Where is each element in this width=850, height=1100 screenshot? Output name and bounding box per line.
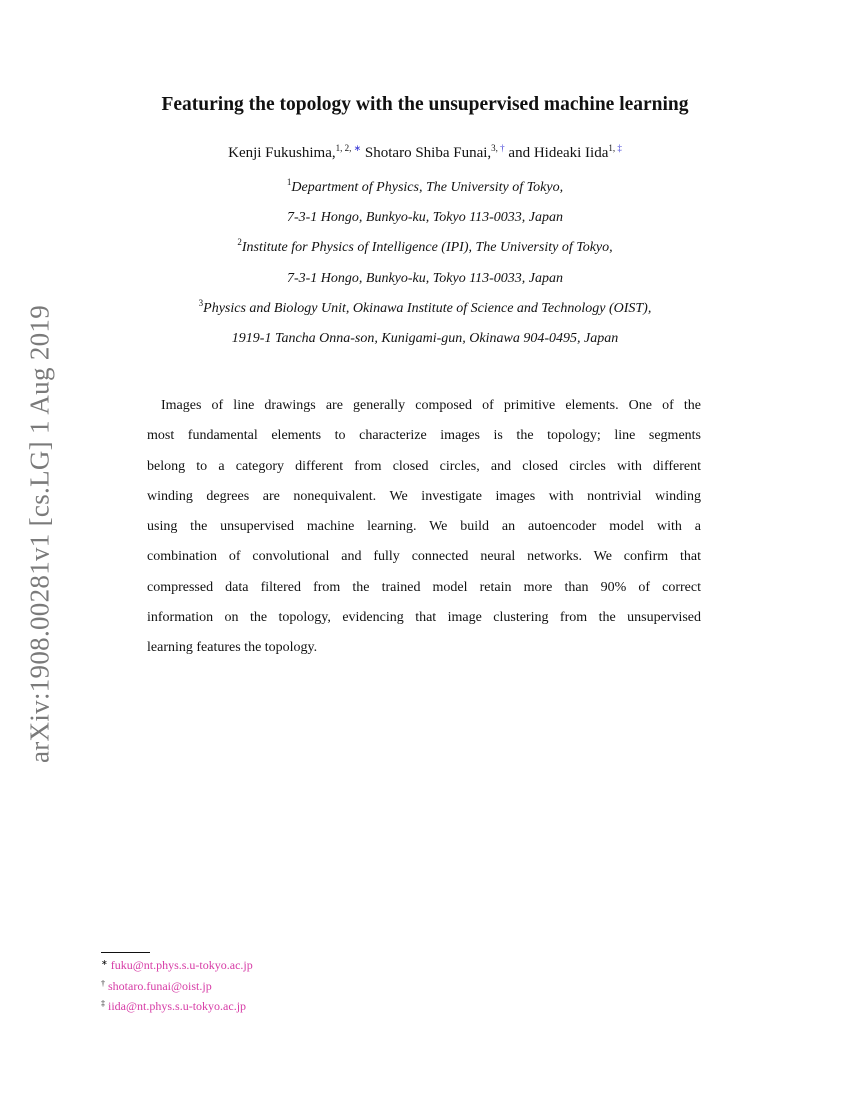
abstract-line: most fundamental elements to characterize images is the topology; line segments [147, 428, 701, 444]
author-affiliation-marks: 1, 2, ∗ [335, 143, 362, 153]
footnote-link[interactable]: † [500, 143, 505, 153]
arxiv-identifier: arXiv:1908.00281v1 [cs.LG] 1 Aug 2019 [24, 304, 55, 764]
affiliation-line: 1919-1 Tancha Onna-son, Kunigami-gun, Okinawa 904-0495, Japan [231, 331, 619, 346]
author-list: Kenji Fukushima,$^{1, 2, ∗}$ Shotaro Shiba Funai,$^{3, \dagger}$ and Hideaki Iida$^{1, \ddagger}$ [228, 143, 622, 161]
abstract-line: learning features the topology. [147, 640, 318, 656]
footnote [101, 979, 212, 994]
footnote [101, 958, 253, 973]
footnote-mark: † [101, 979, 105, 988]
author-name: Shotaro Shiba Funai, [364, 145, 492, 161]
email-link[interactable]: shotaro.funai@oist.jp [108, 979, 212, 993]
email-link[interactable]: iida@nt.phys.s.u-tokyo.ac.jp [108, 999, 247, 1013]
footnote-mark: ∗ [101, 958, 108, 967]
abstract-line: combination of convolutional and fully connected neural networks. We confirm that [147, 549, 701, 565]
footnote-divider [101, 952, 150, 953]
abstract-line: using the unsupervised machine learning. We build an autoencoder model with a [147, 519, 701, 535]
paper-title: Featuring the topology with the unsupervised machine learning [161, 94, 689, 115]
affiliation-line: $^1$Department of Physics, The University of Tokyo, [286, 177, 564, 195]
footnote [101, 999, 246, 1014]
affiliation-line: $^3$Physics and Biology Unit, Okinawa Institute of Science and Technology (OIST), [198, 298, 652, 316]
footnote-mark: ‡ [101, 999, 105, 1008]
footnote-link[interactable]: ∗ [353, 143, 362, 153]
author-name: Hideaki Iida [533, 145, 609, 161]
email-link[interactable]: fuku@nt.phys.s.u-tokyo.ac.jp [110, 958, 253, 972]
author-affiliation-marks: 3, † [491, 143, 505, 153]
footnote-link[interactable]: ‡ [617, 143, 622, 153]
abstract-line: winding degrees are nonequivalent. We investigate images with nontrivial winding [147, 488, 701, 504]
abstract-line: Images of line drawings are generally composed of primitive elements. One of the [161, 398, 701, 413]
abstract-line: compressed data filtered from the trained model retain more than 90% of correct [147, 579, 701, 595]
affiliation-line: 7-3-1 Hongo, Bunkyo-ku, Tokyo 113-0033, Japan [286, 210, 564, 225]
abstract-line: information on the topology, evidencing that image clustering from the unsupervised [147, 610, 701, 626]
affiliation-line: 7-3-1 Hongo, Bunkyo-ku, Tokyo 113-0033, Japan [286, 271, 564, 286]
abstract-line: belong to a category different from closed circles, and closed circles with different [147, 458, 701, 474]
abstract [147, 391, 701, 664]
affiliation-line: $^2$Institute for Physics of Intelligence (IPI), The University of Tokyo, [237, 237, 613, 255]
author-name: Kenji Fukushima, [228, 145, 336, 161]
author-affiliation-marks: 1, ‡ [608, 143, 622, 153]
